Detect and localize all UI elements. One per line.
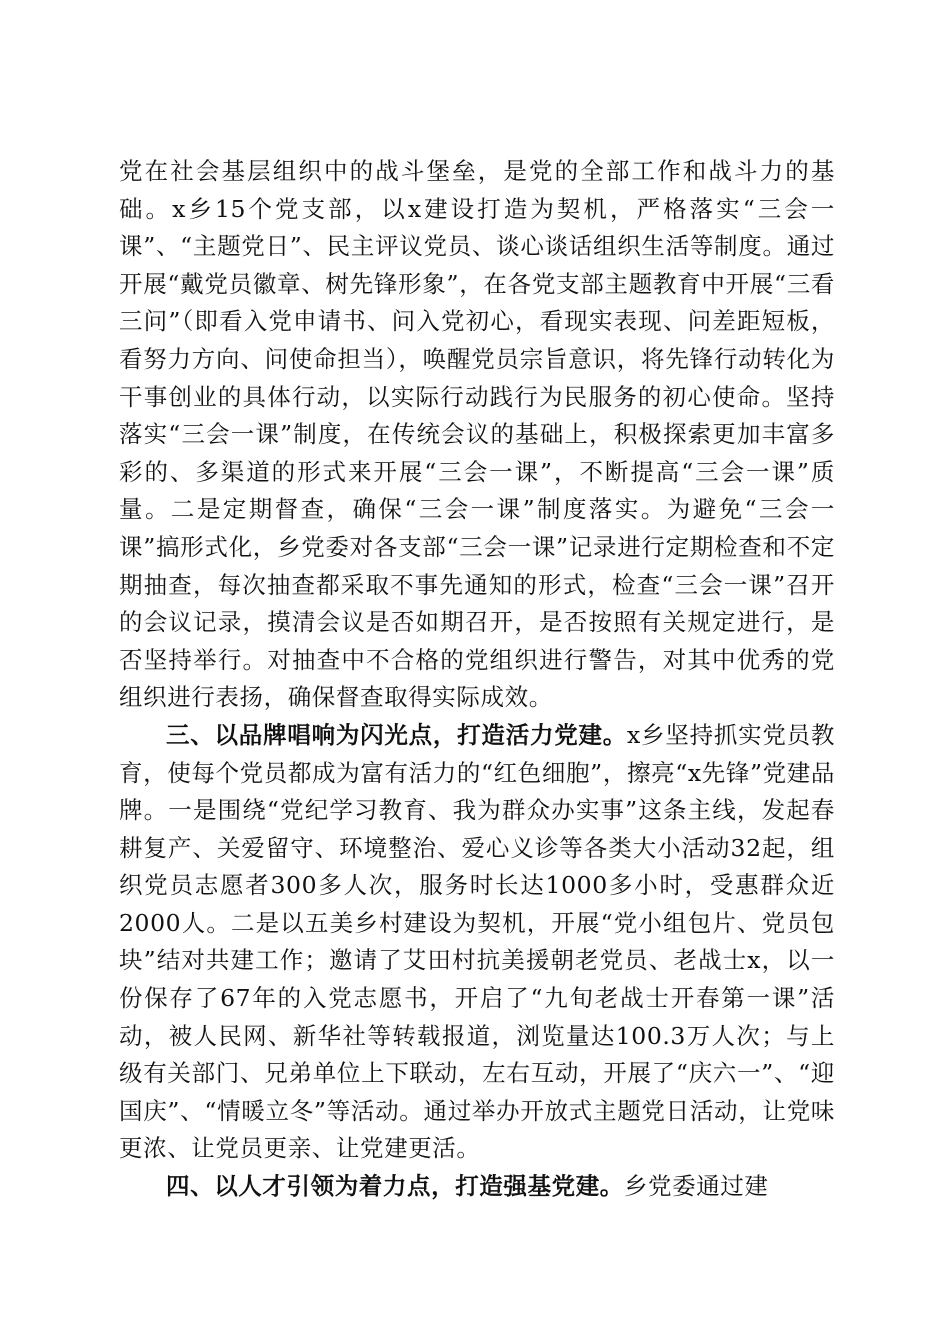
paragraph-section-three [119,717,835,1168]
section-three-body: x乡坚持抓实党员教育，使每个党员都成为富有活力的“红色细胞”，擦亮“x先锋”党建品牌。一是围绕“党纪学习教育、我为群众办实事”这条主线，发起春耕复产、关爱留守、环境整治、爱心义诊等各类大小活动32起，组织党员志愿者300多人次，服务时长达1000多小时，受惠群众近2000人。二是以五美乡村建设为契机，开展“党小组包片、党员包块”结对共建工作；邀请了艾田村抗美援朝老党员、老战士x，以一份保存了67年的入党志愿书，开启了“九旬老战士开春第一课”活动，被人民网、新华社等转载报道，浏览量达100.3万人次；与上级有关部门、兄弟单位上下联动，左右互动，开展了“庆六一”、“迎国庆”、“情暖立冬”等活动。通过举办开放式主题党日活动，让党味更浓、让党员更亲、让党建更活。 [119,720,835,1163]
section-four-body: 乡党委通过建 [623,1172,769,1201]
section-four-heading: 四、以人才引领为着力点，打造强基党建。 [166,1172,624,1201]
section-three-heading: 三、以品牌唱响为闪光点，打造活力党建。 [166,720,628,749]
paragraph-body: 党在社会基层组织中的战斗堡垒，是党的全部工作和战斗力的基础。x乡15个党支部，以x建设打造为契机，严格落实“三会一课”、“主题党日”、民主评议党员、谈心谈话组织生活等制度。通过开展“戴党员徽章、树先锋形象”，在各党支部主题教育中开展“三看三问”（即看入党申请书、问入党初心，看现实表现、问差距短板，看努力方向、问使命担当），唤醒党员宗旨意识，将先锋行动转化为干事创业的具体行动，以实际行动践行为民服务的初心使命。坚持落实“三会一课”制度，在传统会议的基础上，积极探索更加丰富多彩的、多渠道的形式来开展“三会一课”，不断提高“三会一课”质量。二是定期督查，确保“三会一课”制度落实。为避免“三会一课”搞形式化，乡党委对各支部“三会一课”记录进行定期检查和不定期抽查，每次抽查都采取不事先通知的形式，检查“三会一课”召开的会议记录，摸清会议是否如期召开，是否按照有关规定进行，是否坚持举行。对抽查中不合格的党组织进行警告，对其中优秀的党组织进行表扬，确保督查取得实际成效。 [119,157,835,712]
document-body [119,153,835,1206]
paragraph-continuation [119,153,835,717]
paragraph-section-four [119,1168,835,1206]
